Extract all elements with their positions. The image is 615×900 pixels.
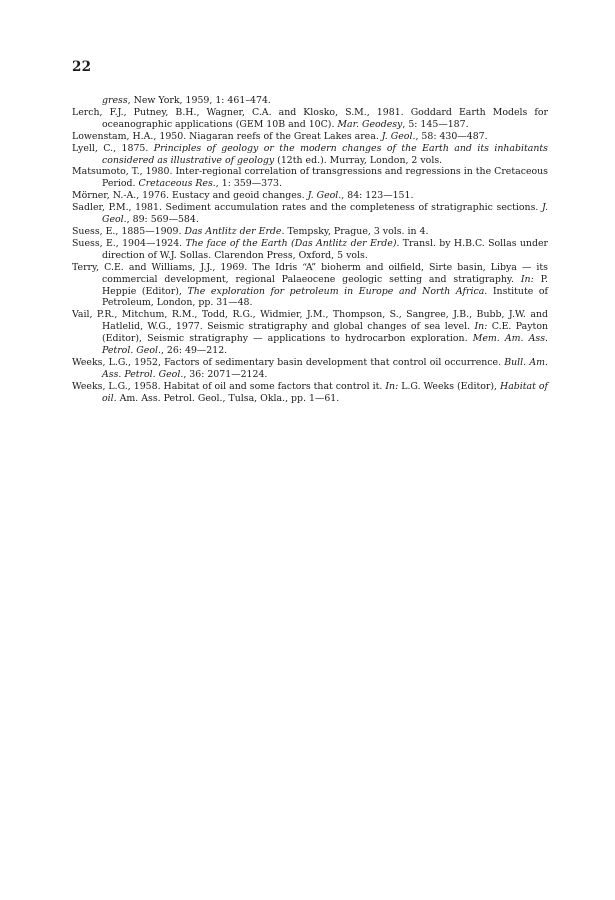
reference-italic-text: Bull. Am. Ass. Petrol. Geol. — [102, 356, 548, 380]
reference-text: (12th ed.). Murray, London, 2 vols. — [274, 154, 443, 166]
reference-entry — [72, 166, 548, 190]
reference-text: C.E. Payton (Editor), Seismic stratigraphy — applications to hydrocarbon exploration. — [102, 321, 548, 345]
reference-text: . Institute of Petroleum, London, pp. 31—48. — [102, 285, 548, 309]
reference-text: Sadler, P.M., 1981. Sediment accumulation rates and the completeness of stratigraphic sections. — [72, 202, 542, 214]
reference-text: , 1: 359—373. — [215, 178, 282, 190]
reference-entry — [72, 238, 548, 262]
reference-entry — [72, 262, 548, 310]
reference-entry — [72, 357, 548, 381]
reference-entry-continued — [72, 95, 548, 107]
reference-italic-text: gress — [102, 95, 128, 106]
reference-text: Vail, P.R., Mitchum, R.M., Todd, R.G., Widmier, J.M., Thompson, S., Sangree, J.B., Bubb, J.W. and Hatlelid, W.G., 1977. Seismic stratigraphy and global changes of sea level. — [72, 309, 548, 333]
reference-text: , 26: 49—212. — [160, 345, 228, 357]
reference-text: , 5: 145—187. — [402, 118, 469, 130]
reference-text: . Tempsky, Prague, 3 vols. in 4. — [281, 225, 429, 237]
reference-italic-text: Principles of geology or the modern changes of the Earth and its inhabitants considered as illustrative of geology — [102, 142, 548, 166]
reference-entry — [72, 107, 548, 131]
reference-entry — [72, 202, 548, 226]
reference-entry — [72, 309, 548, 357]
reference-text: Lyell, C., 1875. — [72, 142, 154, 154]
reference-text: , 36: 2071—2124. — [183, 368, 268, 380]
reference-text: Lowenstam, H.A., 1950. Niagaran reefs of the Great Lakes area. — [72, 130, 382, 142]
reference-text: Terry, C.E. and Williams, J.J., 1969. The Idris “A” bioherm and oilfield, Sirte basin, Libya — its commercial development, regional Palaeocene geologic setting and stratigraphy. — [72, 261, 548, 285]
reference-text: , 89: 569—584. — [126, 214, 199, 226]
reference-text: , 84: 123—151. — [341, 190, 414, 202]
reference-list — [72, 95, 548, 405]
reference-italic-text: Mem. Am. Ass. Petrol. Geol. — [102, 333, 549, 357]
reference-entry — [72, 131, 548, 143]
reference-text: Suess, E., 1885—1909. — [72, 225, 185, 237]
reference-text: . Transl. by H.B.C. Sollas under direction of W.J. Sollas. Clarendon Press, Oxford, 5 vols. — [102, 237, 548, 261]
reference-text: , New York, 1959, 1: 461–474. — [127, 95, 271, 106]
reference-entry — [72, 190, 548, 202]
reference-italic-text: In: — [385, 380, 399, 392]
reference-italic-text: Das Antlitz der Erde — [184, 225, 282, 237]
reference-text: , 58: 430—487. — [415, 130, 488, 142]
reference-text: P. Heppie (Editor), — [102, 273, 548, 297]
page-number: 22 — [72, 59, 92, 75]
reference-italic-text: Cretaceous Res. — [138, 178, 216, 190]
reference-entry — [72, 143, 548, 167]
reference-italic-text: In: — [474, 321, 488, 333]
reference-text: Lerch, F.J., Putney, B.H., Wagner, C.A. and Klosko, S.M., 1981. Goddard Earth Models for oceanographic applications (GEM 10B and 10C). — [72, 106, 548, 130]
reference-italic-text: J. Geol. — [307, 190, 342, 202]
reference-italic-text: In: — [520, 273, 534, 285]
reference-text: . Am. Ass. Petrol. Geol., Tulsa, Okla., pp. 1—61. — [113, 392, 340, 404]
reference-italic-text: Mar. Geodesy — [337, 118, 403, 130]
reference-text: Mörner, N.-A., 1976. Eustacy and geoid changes. — [72, 190, 308, 202]
reference-entry — [72, 381, 548, 405]
reference-italic-text: The face of the Earth (Das Antlitz der Erde) — [185, 237, 397, 249]
reference-italic-text: Habitat of oil — [102, 380, 549, 404]
reference-italic-text: J. Geol. — [381, 130, 416, 142]
reference-text: Matsumoto, T., 1980. Inter-regional correlation of transgressions and regressions in the Cretaceous Period. — [72, 166, 548, 190]
reference-italic-text: J. Geol. — [102, 202, 548, 226]
reference-entry — [72, 226, 548, 238]
reference-text: Weeks, L.G., 1952, Factors of sedimentary basin development that control oil occurrence. — [72, 356, 505, 368]
reference-text: Suess, E., 1904—1924. — [72, 237, 186, 249]
reference-text: L.G. Weeks (Editor), — [398, 380, 501, 392]
reference-text: Weeks, L.G., 1958. Habitat of oil and some factors that control it. — [72, 380, 386, 392]
reference-italic-text: The exploration for petroleum in Europe and North Africa — [187, 285, 485, 297]
